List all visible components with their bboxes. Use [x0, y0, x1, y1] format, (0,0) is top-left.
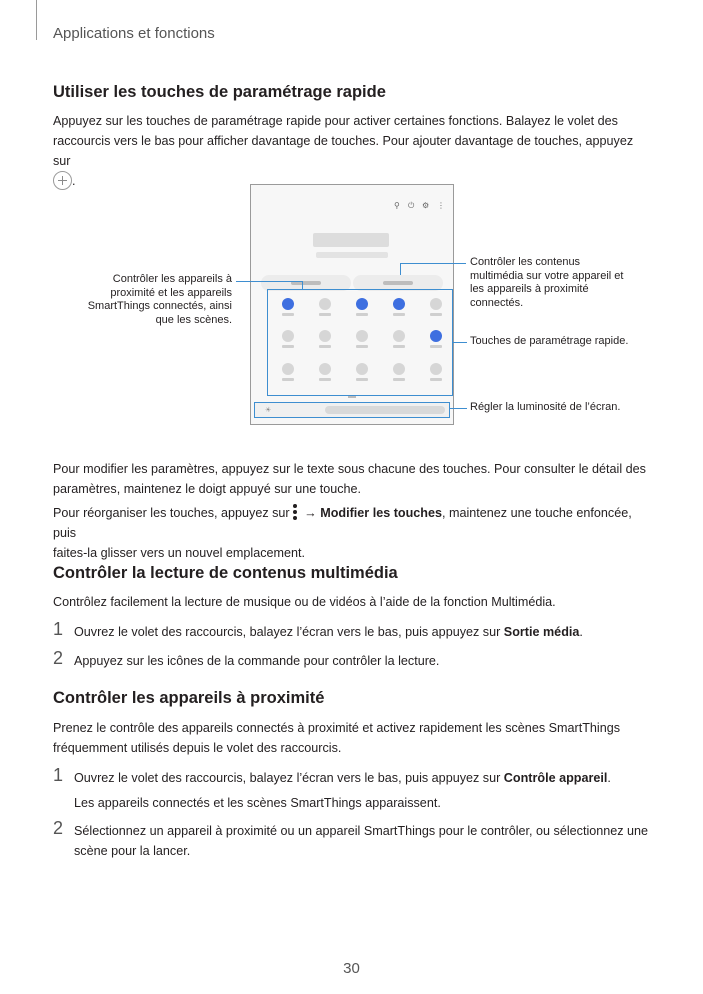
- section1-intro-line2: raccourcis vers le bas pour afficher davantage de touches. Pour ajouter davantage de touches, appuyez sur: [53, 134, 634, 168]
- step-line: Sélectionnez un appareil à proximité ou un appareil SmartThings pour le contrôler, ou sélectionnez une: [74, 824, 649, 838]
- leader-line-right-bottom: [450, 408, 467, 409]
- tile-label: [319, 378, 331, 381]
- callout-right-mid: Touches de paramétrage rapide.: [470, 335, 629, 347]
- step-text-end: .: [579, 625, 583, 639]
- section-heading-nearby-devices: Contrôler les appareils à proximité: [53, 689, 325, 707]
- step-text-end: .: [607, 771, 611, 785]
- section1-paragraph-reorder: [53, 503, 653, 563]
- edit-buttons-label: Modifier les touches: [320, 506, 442, 520]
- callout-right-top: [470, 256, 660, 310]
- more-icon: ⋮: [437, 201, 445, 210]
- callout-left-line: Contrôler les appareils à: [112, 273, 232, 285]
- paragraph-text: Pour réorganiser les touches, appuyez sur: [53, 506, 290, 520]
- tile-label: [282, 313, 294, 316]
- callout-left-line: que les scènes.: [155, 313, 232, 326]
- step-number: 1: [53, 765, 64, 785]
- media-output-label: Sortie média: [503, 625, 580, 639]
- page-indicator: [348, 396, 356, 398]
- callout-left-line: SmartThings connectés, ainsi: [87, 300, 232, 312]
- callout-right-line: connectés.: [470, 296, 524, 309]
- clock: [313, 233, 389, 247]
- page-number: 30: [343, 960, 360, 977]
- tile-label: [356, 313, 368, 316]
- wifi-icon[interactable]: [282, 298, 294, 310]
- flashlight-icon[interactable]: [282, 330, 294, 342]
- paragraph-line: faites-la glisser vers un nouvel emplacement.: [53, 546, 305, 560]
- brightness-track[interactable]: [325, 406, 445, 414]
- arrow-text: →: [300, 506, 321, 520]
- rotate-icon[interactable]: [393, 298, 405, 310]
- section3-step2: [74, 821, 664, 861]
- header-divider: [36, 0, 37, 40]
- bluetooth-icon[interactable]: [356, 298, 368, 310]
- tile-label: [430, 313, 442, 316]
- hotspot-icon[interactable]: [393, 330, 405, 342]
- step-text: Ouvrez le volet des raccourcis, balayez l’écran vers le bas, puis appuyez sur: [74, 625, 504, 639]
- quick-panel-illustration: [250, 184, 454, 425]
- tile-label: [393, 313, 405, 316]
- section1-intro-line1: Appuyez sur les touches de paramétrage rapide pour activer certaines fonctions. Balayez le volet des: [53, 114, 618, 128]
- device-control-label: Contrôle appareil: [503, 771, 608, 785]
- date: [316, 252, 388, 258]
- section2-step1: [74, 622, 664, 642]
- section3-intro: [53, 718, 653, 758]
- header-title: Applications et fonctions: [53, 25, 215, 42]
- callout-right-line: les appareils à proximité: [470, 283, 589, 295]
- power-icon: ⏻: [408, 201, 415, 210]
- paragraph-line: fréquemment utilisés depuis le volet des raccourcis.: [53, 741, 342, 755]
- step-number: 2: [53, 648, 64, 668]
- leader-line-right-top-vertical: [400, 263, 401, 275]
- section3-step1: [74, 768, 664, 813]
- tile-label: [282, 378, 294, 381]
- section1-paragraph-modify: [53, 459, 653, 499]
- tile-label: [282, 345, 294, 348]
- leader-line-right-mid: [452, 342, 467, 343]
- brightness-icon: ☀: [265, 407, 272, 414]
- gear-icon: ⚙: [422, 201, 430, 210]
- tile-label: [356, 345, 368, 348]
- section-heading-media: Contrôler la lecture de contenus multimédia: [53, 564, 398, 582]
- leader-line-left-vertical: [302, 281, 303, 289]
- tile-label: [430, 345, 442, 348]
- callout-right-line: Contrôler les contenus: [470, 256, 581, 268]
- tile-icon[interactable]: [282, 363, 294, 375]
- paragraph-text: , maintenez une touche enfoncée, puis: [53, 506, 632, 540]
- section2-intro: Contrôlez facilement la lecture de musique ou de vidéos à l’aide de la fonction Multimédia.: [53, 595, 556, 609]
- leader-line-right-top: [400, 263, 466, 264]
- tile-label: [393, 378, 405, 381]
- paragraph-line: [53, 503, 653, 543]
- search-icon: ⚲: [394, 201, 400, 210]
- step-line: scène pour la lancer.: [74, 844, 191, 858]
- plus-circle-icon: [53, 171, 72, 190]
- section1-intro-end: .: [72, 174, 76, 188]
- tile-icon[interactable]: [393, 363, 405, 375]
- step-text: Ouvrez le volet des raccourcis, balayez l’écran vers le bas, puis appuyez sur: [74, 771, 504, 785]
- airplane-icon[interactable]: [430, 298, 442, 310]
- brightness-slider[interactable]: [254, 402, 450, 418]
- quick-settings-grid: [267, 289, 453, 396]
- tile-icon[interactable]: [356, 363, 368, 375]
- callout-right-bottom: Régler la luminosité de l’écran.: [470, 401, 621, 413]
- location-icon[interactable]: [430, 330, 442, 342]
- paragraph-line: Prenez le contrôle des appareils connectés à proximité et activez rapidement les scènes SmartThings: [53, 721, 621, 735]
- callout-right-line: multimédia sur votre appareil et: [470, 269, 624, 282]
- step-number: 1: [53, 619, 64, 639]
- more-options-icon: [292, 503, 299, 521]
- tile-label: [393, 345, 405, 348]
- paragraph-line: Pour modifier les paramètres, appuyez sur le texte sous chacune des touches. Pour consulter le détail des: [53, 462, 646, 476]
- step-line: [74, 768, 664, 788]
- callout-left: [75, 273, 232, 327]
- sound-icon[interactable]: [319, 298, 331, 310]
- section-heading-quick-settings: Utiliser les touches de paramétrage rapide: [53, 83, 386, 101]
- leader-line-left: [236, 281, 302, 282]
- section1-intro: [53, 111, 653, 191]
- section2-step2: Appuyez sur les icônes de la commande pour contrôler la lecture.: [74, 654, 440, 668]
- data-icon[interactable]: [319, 330, 331, 342]
- tile-label: [430, 378, 442, 381]
- step-subtext: Les appareils connectés et les scènes SmartThings apparaissent.: [74, 796, 441, 810]
- power-saving-icon[interactable]: [356, 330, 368, 342]
- tile-icon[interactable]: [319, 363, 331, 375]
- callout-left-line: proximité et les appareils: [110, 286, 232, 299]
- step-number: 2: [53, 818, 64, 838]
- paragraph-line: paramètres, maintenez le doigt appuyé sur une touche.: [53, 482, 362, 496]
- tile-label: [319, 313, 331, 316]
- tile-icon[interactable]: [430, 363, 442, 375]
- tile-label: [356, 378, 368, 381]
- tile-label: [319, 345, 331, 348]
